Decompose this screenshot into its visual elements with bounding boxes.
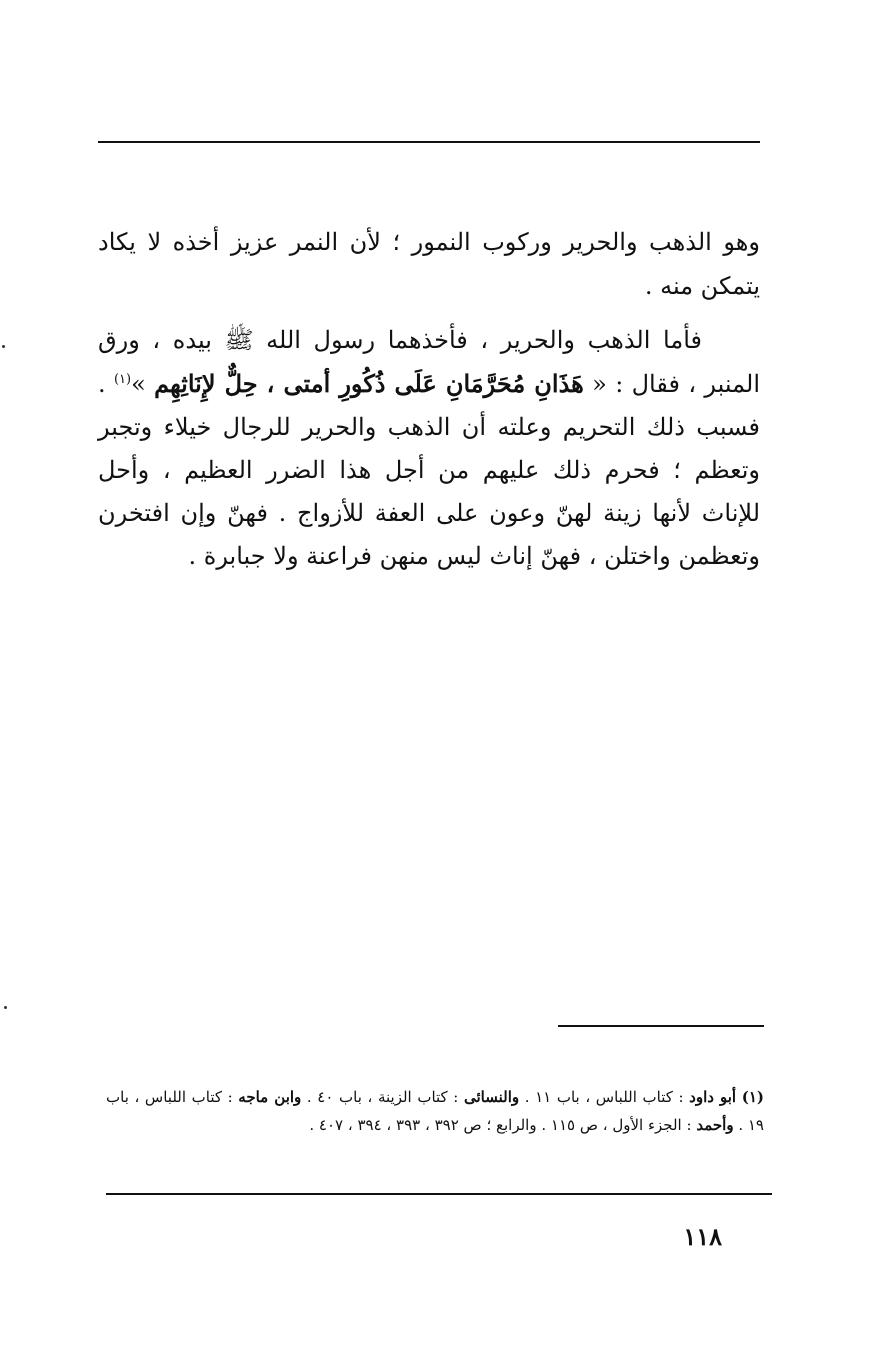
footnote-text-3: : كتاب اللباس ، باب ١٩ .	[106, 1088, 764, 1134]
footnote-ref: (١)	[113, 372, 132, 387]
bottom-rule	[106, 1193, 772, 1195]
footnote-text-4: : الجزء الأول ، ص ١١٥ . والرابع ؛ ص ٣٩٢ ، ٣٩٣ ، ٣٩٤ ، ٤٠٧ .	[309, 1116, 697, 1134]
scan-speck	[4, 1006, 7, 1009]
source-ibn-majah: وابن ماجه	[238, 1088, 302, 1106]
hadith-close-quote: »	[131, 370, 155, 398]
footnote-text-2: : كتاب الزينة ، باب ٤٠ .	[301, 1088, 464, 1106]
footnote	[106, 1083, 764, 1139]
hadith-text: هَذَانِ مُحَرَّمَانِ عَلَى ذُكُورِ أمتى ، حِلٌّ لإِنَاثِهِم	[154, 369, 584, 398]
footnote-rule	[558, 1025, 764, 1027]
source-ahmad: وأحمد	[696, 1116, 734, 1134]
scan-speck	[2, 345, 5, 348]
paragraph-2	[98, 319, 760, 578]
footnote-text-1: : كتاب اللباس ، باب ١١ .	[519, 1088, 690, 1106]
top-rule	[98, 141, 760, 143]
source-nasai: والنسائى	[463, 1088, 520, 1106]
page-number: ١١٨	[683, 1222, 722, 1251]
paragraph-2-part-1: فأما الذهب والحرير ، فأخذهما رسول الله ﷺ بيده ، ورق المنبر ، فقال : «	[98, 326, 760, 398]
paragraph-2-part-2: . فسبب ذلك التحريم وعلته أن الذهب والحرير للرجال خيلاء وتجبر وتعظم ؛ فحرم ذلك عليهم من أجل هذا الضرر العظيم ، وأحل للإناث لأنها زينة لهنّ وعون على العفة للأزواج . فهنّ وإن افتخرن وتعظمن واختلن ، فهنّ إناث ليس منهن فراعنة ولا جبابرة .	[98, 370, 761, 570]
source-abu-dawud: أبو داود	[689, 1088, 737, 1106]
paragraph-1: وهو الذهب والحرير وركوب النمور ؛ لأن النمر عزيز أخذه لا يكاد يتمكن منه .	[98, 228, 760, 300]
footnote-number: (١)	[741, 1088, 764, 1106]
